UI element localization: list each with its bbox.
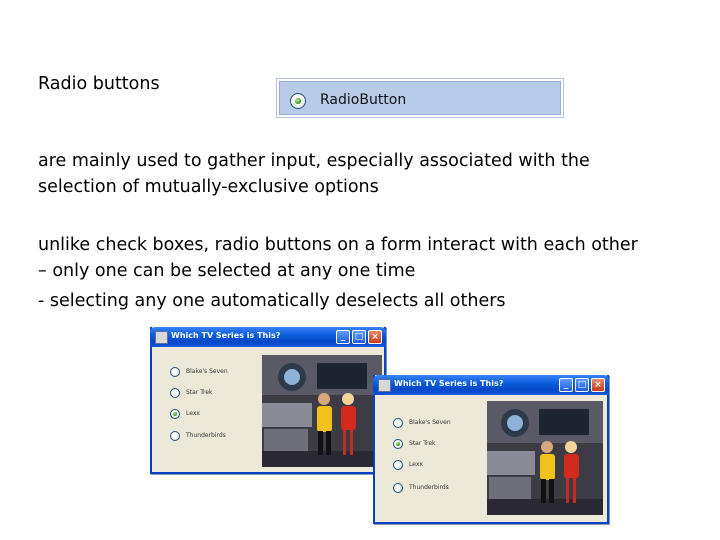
option-label: Thunderbirds <box>186 432 226 439</box>
radio-icon[interactable] <box>393 483 403 493</box>
maximize-button[interactable]: □ <box>575 378 589 392</box>
option-label: Blake's Seven <box>409 419 451 426</box>
radio-button-sample[interactable] <box>276 78 564 118</box>
paragraph-behavior-line-2: – only one can be selected at any one time <box>38 261 416 281</box>
close-button[interactable]: × <box>591 378 605 392</box>
dialog-body <box>375 395 607 522</box>
option-label: Star Trek <box>409 440 436 447</box>
window-title: Which TV Series is This? <box>394 379 504 388</box>
app-icon <box>155 331 168 344</box>
radio-icon[interactable] <box>170 388 180 398</box>
dialog-window-2 <box>373 375 609 524</box>
option-label: Lexx <box>186 410 200 417</box>
maximize-button[interactable]: □ <box>352 330 366 344</box>
slide-title: Radio buttons <box>38 74 160 94</box>
radio-selected-icon[interactable] <box>393 439 403 449</box>
radio-button-label: RadioButton <box>320 92 407 108</box>
option-label: Blake's Seven <box>186 368 228 375</box>
option-label: Lexx <box>409 461 423 468</box>
paragraph-behavior <box>38 232 638 314</box>
dialog-body <box>152 347 384 472</box>
title-bar[interactable] <box>373 375 609 395</box>
option-label: Thunderbirds <box>409 484 449 491</box>
radio-button-highlight <box>279 81 561 115</box>
minimize-button[interactable]: _ <box>559 378 573 392</box>
radio-icon[interactable] <box>393 460 403 470</box>
dialog-window-1 <box>150 327 386 474</box>
radio-icon[interactable] <box>170 367 180 377</box>
option-label: Star Trek <box>186 389 213 396</box>
paragraph-purpose-line-1: are mainly used to gather input, especially associated with the <box>38 151 590 171</box>
tv-scene-image <box>262 355 382 467</box>
title-bar[interactable] <box>150 327 386 347</box>
paragraph-purpose-line-2: selection of mutually-exclusive options <box>38 177 379 197</box>
paragraph-purpose <box>38 148 590 200</box>
radio-selected-icon[interactable] <box>290 93 306 109</box>
app-icon <box>378 379 391 392</box>
minimize-button[interactable]: _ <box>336 330 350 344</box>
tv-scene-image <box>487 401 603 515</box>
paragraph-behavior-line-3: - selecting any one automatically deselects all others <box>38 291 506 311</box>
close-button[interactable]: × <box>368 330 382 344</box>
paragraph-behavior-line-1: unlike check boxes, radio buttons on a form interact with each other <box>38 235 638 255</box>
window-title: Which TV Series is This? <box>171 331 281 340</box>
radio-icon[interactable] <box>393 418 403 428</box>
radio-selected-icon[interactable] <box>170 409 180 419</box>
radio-icon[interactable] <box>170 431 180 441</box>
